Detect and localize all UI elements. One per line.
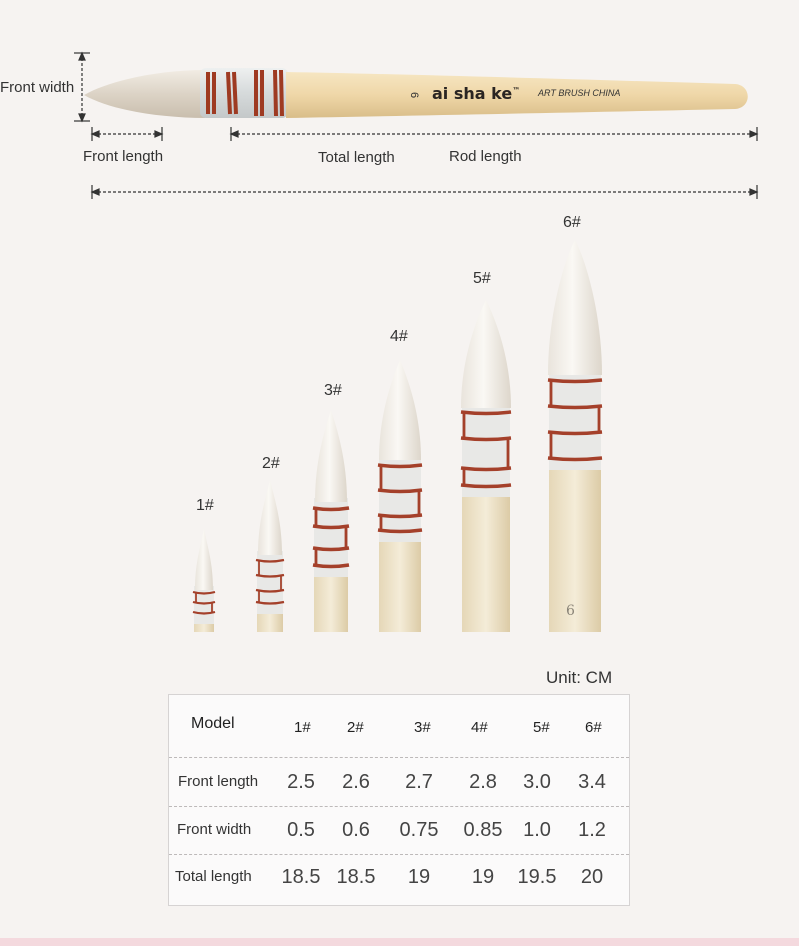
copper-wire-wrap: [378, 465, 422, 467]
handle-brand: ai sha ke™: [432, 84, 521, 103]
copper-wire-wrap: [313, 508, 349, 510]
brush-model-6: [548, 240, 602, 632]
copper-wire-wrap: [548, 406, 602, 408]
row-label-front-length: Front length: [178, 773, 259, 790]
model-label-1: 1#: [196, 497, 214, 514]
table-row: [169, 853, 629, 901]
brush-hair: [461, 300, 511, 408]
table-cell: 1.0: [523, 819, 551, 841]
brush-model-5: [461, 300, 511, 632]
spec-table: [168, 694, 630, 906]
table-row: [169, 758, 629, 807]
table-header-row: [169, 699, 629, 758]
copper-wire-wrap: [378, 515, 422, 517]
front-width-label: Front width: [0, 79, 75, 96]
copper-wire-wrap: [548, 380, 602, 382]
table-col-2: 2#: [347, 719, 364, 736]
table-cell: 2.6: [342, 771, 370, 793]
rod-length-label: Rod length: [449, 148, 522, 165]
brush-model-1: [193, 528, 215, 632]
total-length-arrow: [92, 185, 757, 199]
table-cell: 18.5: [281, 866, 321, 888]
copper-wire-wrap: [313, 526, 349, 528]
brush-size-lineup: [0, 210, 799, 635]
table-row: [169, 806, 629, 855]
table-cell: 19: [407, 866, 431, 888]
table-cell: 19: [471, 866, 495, 888]
unit-label: Unit: CM: [546, 668, 613, 687]
front-length-arrow: [92, 127, 162, 141]
table-cell: 3.0: [523, 771, 551, 793]
table-col-3: 3#: [414, 719, 431, 736]
bottom-accent-line: [0, 938, 799, 946]
brush-model-3: [313, 410, 349, 632]
brush-model-4: [378, 360, 422, 632]
table-cell: 2.8: [469, 771, 497, 793]
row-label-total-length: Total length: [175, 868, 252, 885]
model-label-6: 6#: [563, 214, 581, 231]
table-cell: 0.6: [342, 819, 370, 841]
model-label-2: 2#: [262, 455, 280, 472]
brush-hair: [315, 410, 347, 502]
model-label-3: 3#: [324, 382, 342, 399]
brush-models-group: [193, 240, 602, 632]
handle-print: ART BRUSH CHINA: [538, 88, 621, 98]
brush-hair: [258, 480, 282, 555]
table-col-5: 5#: [533, 719, 550, 736]
brush-hair: [548, 240, 602, 375]
table-cell: 20: [580, 866, 604, 888]
brush-hair: [84, 70, 205, 118]
copper-wire-wrap: [548, 458, 602, 460]
brush-hair: [379, 360, 421, 460]
photo-brush-number: 6: [566, 603, 575, 619]
table-cell: 3.4: [578, 771, 606, 793]
row-label-front-width: Front width: [177, 821, 252, 838]
table-col-1: 1#: [294, 719, 311, 736]
table-header-model: Model: [191, 715, 235, 732]
brush-handle: [286, 72, 748, 118]
brush-ferrule: [462, 404, 510, 497]
table-cell: 0.85: [463, 819, 503, 841]
brush-hair: [195, 528, 213, 590]
table-cell: 2.7: [405, 771, 433, 793]
table-cell: 0.5: [287, 819, 315, 841]
table-cell: 1.2: [578, 819, 606, 841]
brush-ferrule: [194, 586, 214, 624]
table-cell: 19.5: [517, 866, 557, 888]
table-cell: 0.75: [399, 819, 439, 841]
brush-dimension-diagram: [0, 0, 799, 215]
copper-wire-wrap: [461, 438, 511, 440]
table-col-4: 4#: [471, 719, 488, 736]
copper-wire-wrap: [548, 432, 602, 434]
copper-wire-wrap: [461, 412, 511, 414]
table-cell: 18.5: [336, 866, 376, 888]
copper-wire-wrap: [461, 485, 511, 487]
rod-length-arrow: [231, 127, 757, 141]
copper-wire-wrap: [313, 548, 349, 550]
handle-number: 6: [408, 92, 420, 99]
copper-wire-wrap: [313, 565, 349, 567]
front-length-label: Front length: [83, 148, 164, 165]
brush-ferrule: [549, 371, 601, 470]
copper-wire-wrap: [378, 490, 422, 492]
table-cell: 2.5: [287, 771, 315, 793]
copper-wire-wrap: [461, 468, 511, 470]
brush-handle: [314, 573, 348, 632]
table-col-6: 6#: [585, 719, 602, 736]
total-length-label: Total length: [318, 149, 395, 166]
front-width-arrow: [74, 53, 90, 121]
brush-model-2: [256, 480, 284, 632]
copper-wire-wrap: [378, 530, 422, 532]
model-label-5: 5#: [473, 270, 491, 287]
brush-handle: [379, 538, 421, 632]
model-label-4: 4#: [390, 328, 408, 345]
brush-handle: [549, 466, 601, 632]
brush-handle: [462, 493, 510, 632]
